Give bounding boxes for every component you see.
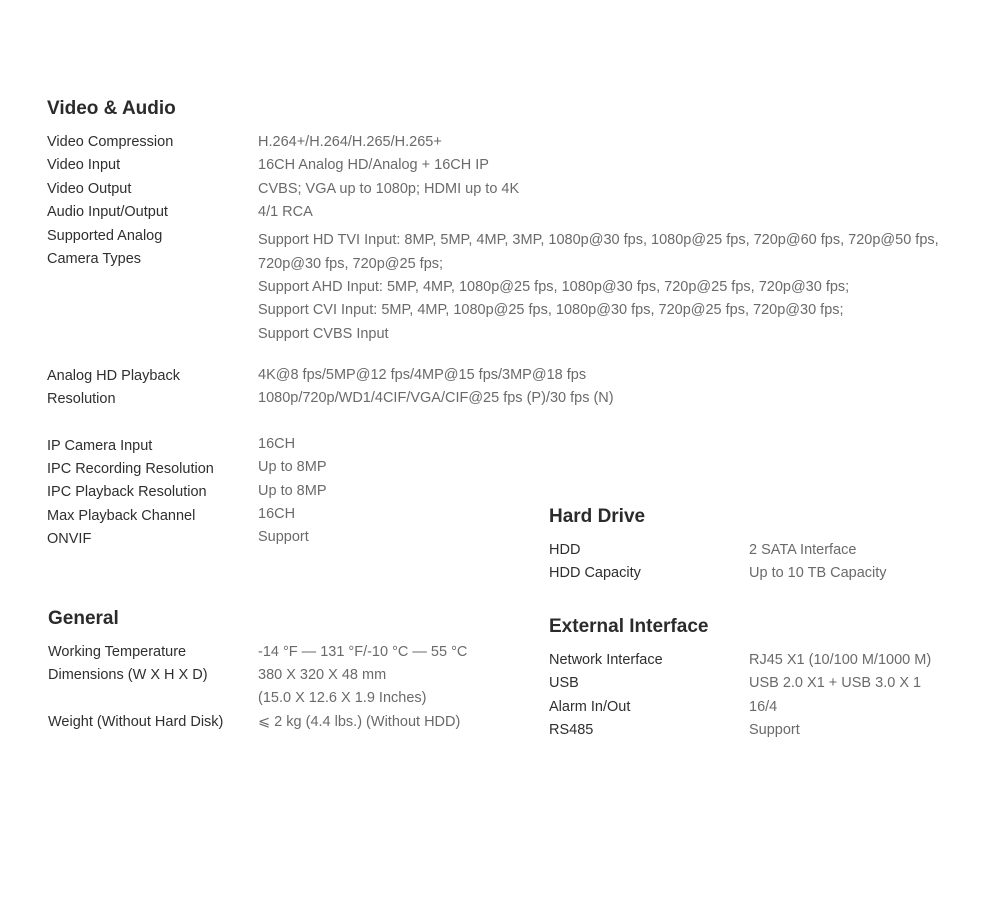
spec-value-analog-types-line5: Support CVBS Input <box>258 326 389 342</box>
spec-label-video-compression: Video Compression <box>47 134 174 150</box>
spec-value-weight: ⩽ 2 kg (4.4 lbs.) (Without HDD) <box>258 714 461 730</box>
spec-label-max-playback: Max Playback Channel <box>47 508 196 524</box>
spec-value-hdd-capacity: Up to 10 TB Capacity <box>749 565 887 581</box>
spec-label-ipc-playback: IPC Playback Resolution <box>47 484 207 500</box>
spec-label-ip-camera-input: IP Camera Input <box>47 438 153 454</box>
spec-label-weight: Weight (Without Hard Disk) <box>48 714 224 730</box>
spec-label-analog-types-line1: Supported Analog <box>47 228 163 244</box>
spec-label-alarm-in-out: Alarm In/Out <box>549 699 631 715</box>
video-audio-heading: Video & Audio <box>47 98 176 119</box>
spec-value-video-compression: H.264+/H.264/H.265/H.265+ <box>258 134 442 150</box>
spec-value-audio-io: 4/1 RCA <box>258 204 313 220</box>
spec-label-playback-line2: Resolution <box>47 391 116 407</box>
spec-value-video-output: CVBS; VGA up to 1080p; HDMI up to 4K <box>258 181 520 197</box>
spec-value-rs485: Support <box>749 722 800 738</box>
spec-value-network-interface: RJ45 X1 (10/100 M/1000 M) <box>749 652 932 668</box>
spec-label-analog-types-line2: Camera Types <box>47 251 142 267</box>
spec-label-rs485: RS485 <box>549 722 594 738</box>
spec-value-video-input: 16CH Analog HD/Analog + 16CH IP <box>258 157 489 173</box>
spec-value-ip-camera-input: 16CH <box>258 436 296 452</box>
spec-value-alarm-in-out: 16/4 <box>749 699 778 715</box>
spec-value-ipc-recording: Up to 8MP <box>258 459 327 475</box>
spec-label-audio-io: Audio Input/Output <box>47 204 168 220</box>
spec-value-max-playback: 16CH <box>258 506 296 522</box>
external-interface-heading: External Interface <box>549 616 709 637</box>
spec-value-ipc-playback: Up to 8MP <box>258 483 327 499</box>
spec-label-playback-line1: Analog HD Playback <box>47 368 180 384</box>
spec-value-playback-line1: 4K@8 fps/5MP@12 fps/4MP@15 fps/3MP@18 fps <box>258 367 587 383</box>
spec-label-ipc-recording: IPC Recording Resolution <box>47 461 214 477</box>
general-heading: General <box>48 608 119 629</box>
spec-value-playback-line2: 1080p/720p/WD1/4CIF/VGA/CIF@25 fps (P)/30 fps (N) <box>258 390 614 406</box>
spec-label-dimensions: Dimensions (W X H X D) <box>48 667 208 683</box>
spec-value-hdd: 2 SATA Interface <box>749 542 857 558</box>
spec-value-analog-types-line4: Support CVI Input: 5MP, 4MP, 1080p@25 fps, 1080p@30 fps, 720p@25 fps, 720p@30 fps; <box>258 302 844 318</box>
spec-value-usb: USB 2.0 X1 + USB 3.0 X 1 <box>749 675 922 691</box>
spec-value-dimensions-line2: (15.0 X 12.6 X 1.9 Inches) <box>258 690 427 706</box>
spec-value-dimensions-line1: 380 X 320 X 48 mm <box>258 667 387 683</box>
spec-label-onvif: ONVIF <box>47 531 92 547</box>
spec-label-video-output: Video Output <box>47 181 132 197</box>
hard-drive-heading: Hard Drive <box>549 506 646 527</box>
spec-label-video-input: Video Input <box>47 157 121 173</box>
spec-label-hdd: HDD <box>549 542 581 558</box>
spec-value-analog-types-line3: Support AHD Input: 5MP, 4MP, 1080p@25 fps, 1080p@30 fps, 720p@25 fps, 720p@30 fps; <box>258 279 850 295</box>
spec-label-usb: USB <box>549 675 579 691</box>
spec-value-analog-types-line1: Support HD TVI Input: 8MP, 5MP, 4MP, 3MP, 1080p@30 fps, 1080p@25 fps, 720p@60 fps, 720p@50 fps, <box>258 232 939 248</box>
spec-value-onvif: Support <box>258 529 309 545</box>
spec-label-hdd-capacity: HDD Capacity <box>549 565 641 581</box>
spec-label-network-interface: Network Interface <box>549 652 663 668</box>
spec-label-working-temperature: Working Temperature <box>48 644 187 660</box>
spec-value-working-temperature: -14 °F — 131 °F/-10 °C — 55 °C <box>258 644 468 660</box>
spec-value-analog-types-line2: 720p@30 fps, 720p@25 fps; <box>258 256 444 272</box>
